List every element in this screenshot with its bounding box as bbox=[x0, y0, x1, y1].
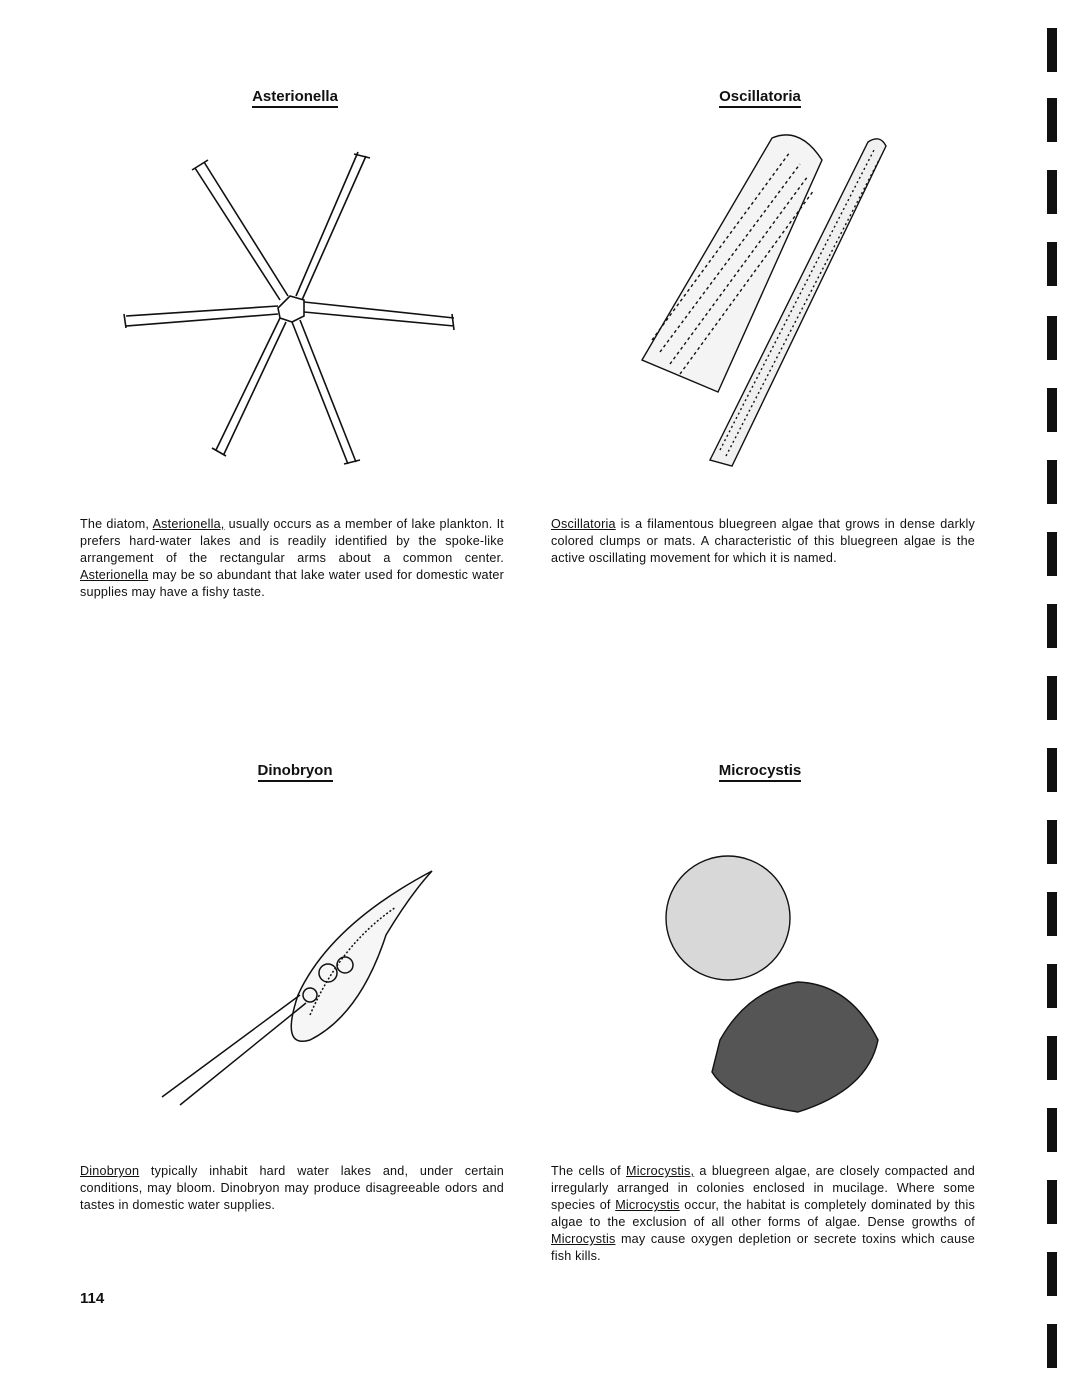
page-number: 114 bbox=[80, 1290, 105, 1307]
binding-mark bbox=[1047, 388, 1057, 432]
binding-mark bbox=[1047, 892, 1057, 936]
binding-mark bbox=[1047, 532, 1057, 576]
dinobryon-description: Dinobryon typically inhabit hard water lakes and, under certain conditions, may bloom. Dinobryon may produce disagreeable odors and tastes in domestic water supplies. bbox=[80, 1164, 504, 1212]
binding-mark bbox=[1047, 98, 1057, 142]
microcystis-heading: Microcystis bbox=[660, 762, 860, 779]
binding-mark bbox=[1047, 748, 1057, 792]
asterionella-description: The diatom, Asterionella, usually occurs as a member of lake plankton. It prefers hard-water lakes and is readily identified by the spoke-like arrangement of the rectangular arms about a common center. Asterionella may be so abundant that lake water used for domestic water supplies may have a fishy taste. bbox=[80, 517, 505, 599]
binding-mark bbox=[1047, 1108, 1057, 1152]
binding-mark bbox=[1047, 676, 1057, 720]
binding-mark bbox=[1047, 316, 1057, 360]
binding-mark bbox=[1047, 1180, 1057, 1224]
binding-mark bbox=[1047, 964, 1057, 1008]
binding-mark bbox=[1047, 28, 1057, 72]
dinobryon-illustration bbox=[160, 865, 450, 1115]
binding-mark bbox=[1047, 1036, 1057, 1080]
asterionella-illustration bbox=[120, 150, 460, 480]
oscillatoria-description: Oscillatoria is a filamentous bluegreen algae that grows in dense darkly colored clumps or mats. A characteristic of this bluegreen algae is the active oscillating movement for which it is named. bbox=[551, 517, 975, 565]
binding-mark bbox=[1047, 1252, 1057, 1296]
oscillatoria-illustration bbox=[640, 130, 900, 470]
asterionella-heading: Asterionella bbox=[195, 88, 395, 105]
binding-mark bbox=[1047, 170, 1057, 214]
binding-mark bbox=[1047, 460, 1057, 504]
binding-mark bbox=[1047, 604, 1057, 648]
microcystis-description: The cells of Microcystis, a bluegreen algae, are closely compacted and irregularly arranged in colonies enclosed in mucilage. Where some species of Microcystis occur, the habitat is completely dominated by this algae to the exclusion of all other forms of algae. Dense growths of Microcystis may cause oxygen depletion or secrete toxins which cause fish kills. bbox=[551, 1164, 975, 1263]
microcystis-illustration bbox=[660, 850, 900, 1120]
binding-edge bbox=[1043, 0, 1063, 1380]
binding-mark bbox=[1047, 820, 1057, 864]
dinobryon-heading: Dinobryon bbox=[195, 762, 395, 779]
binding-mark bbox=[1047, 1324, 1057, 1368]
oscillatoria-heading: Oscillatoria bbox=[660, 88, 860, 105]
binding-mark bbox=[1047, 242, 1057, 286]
